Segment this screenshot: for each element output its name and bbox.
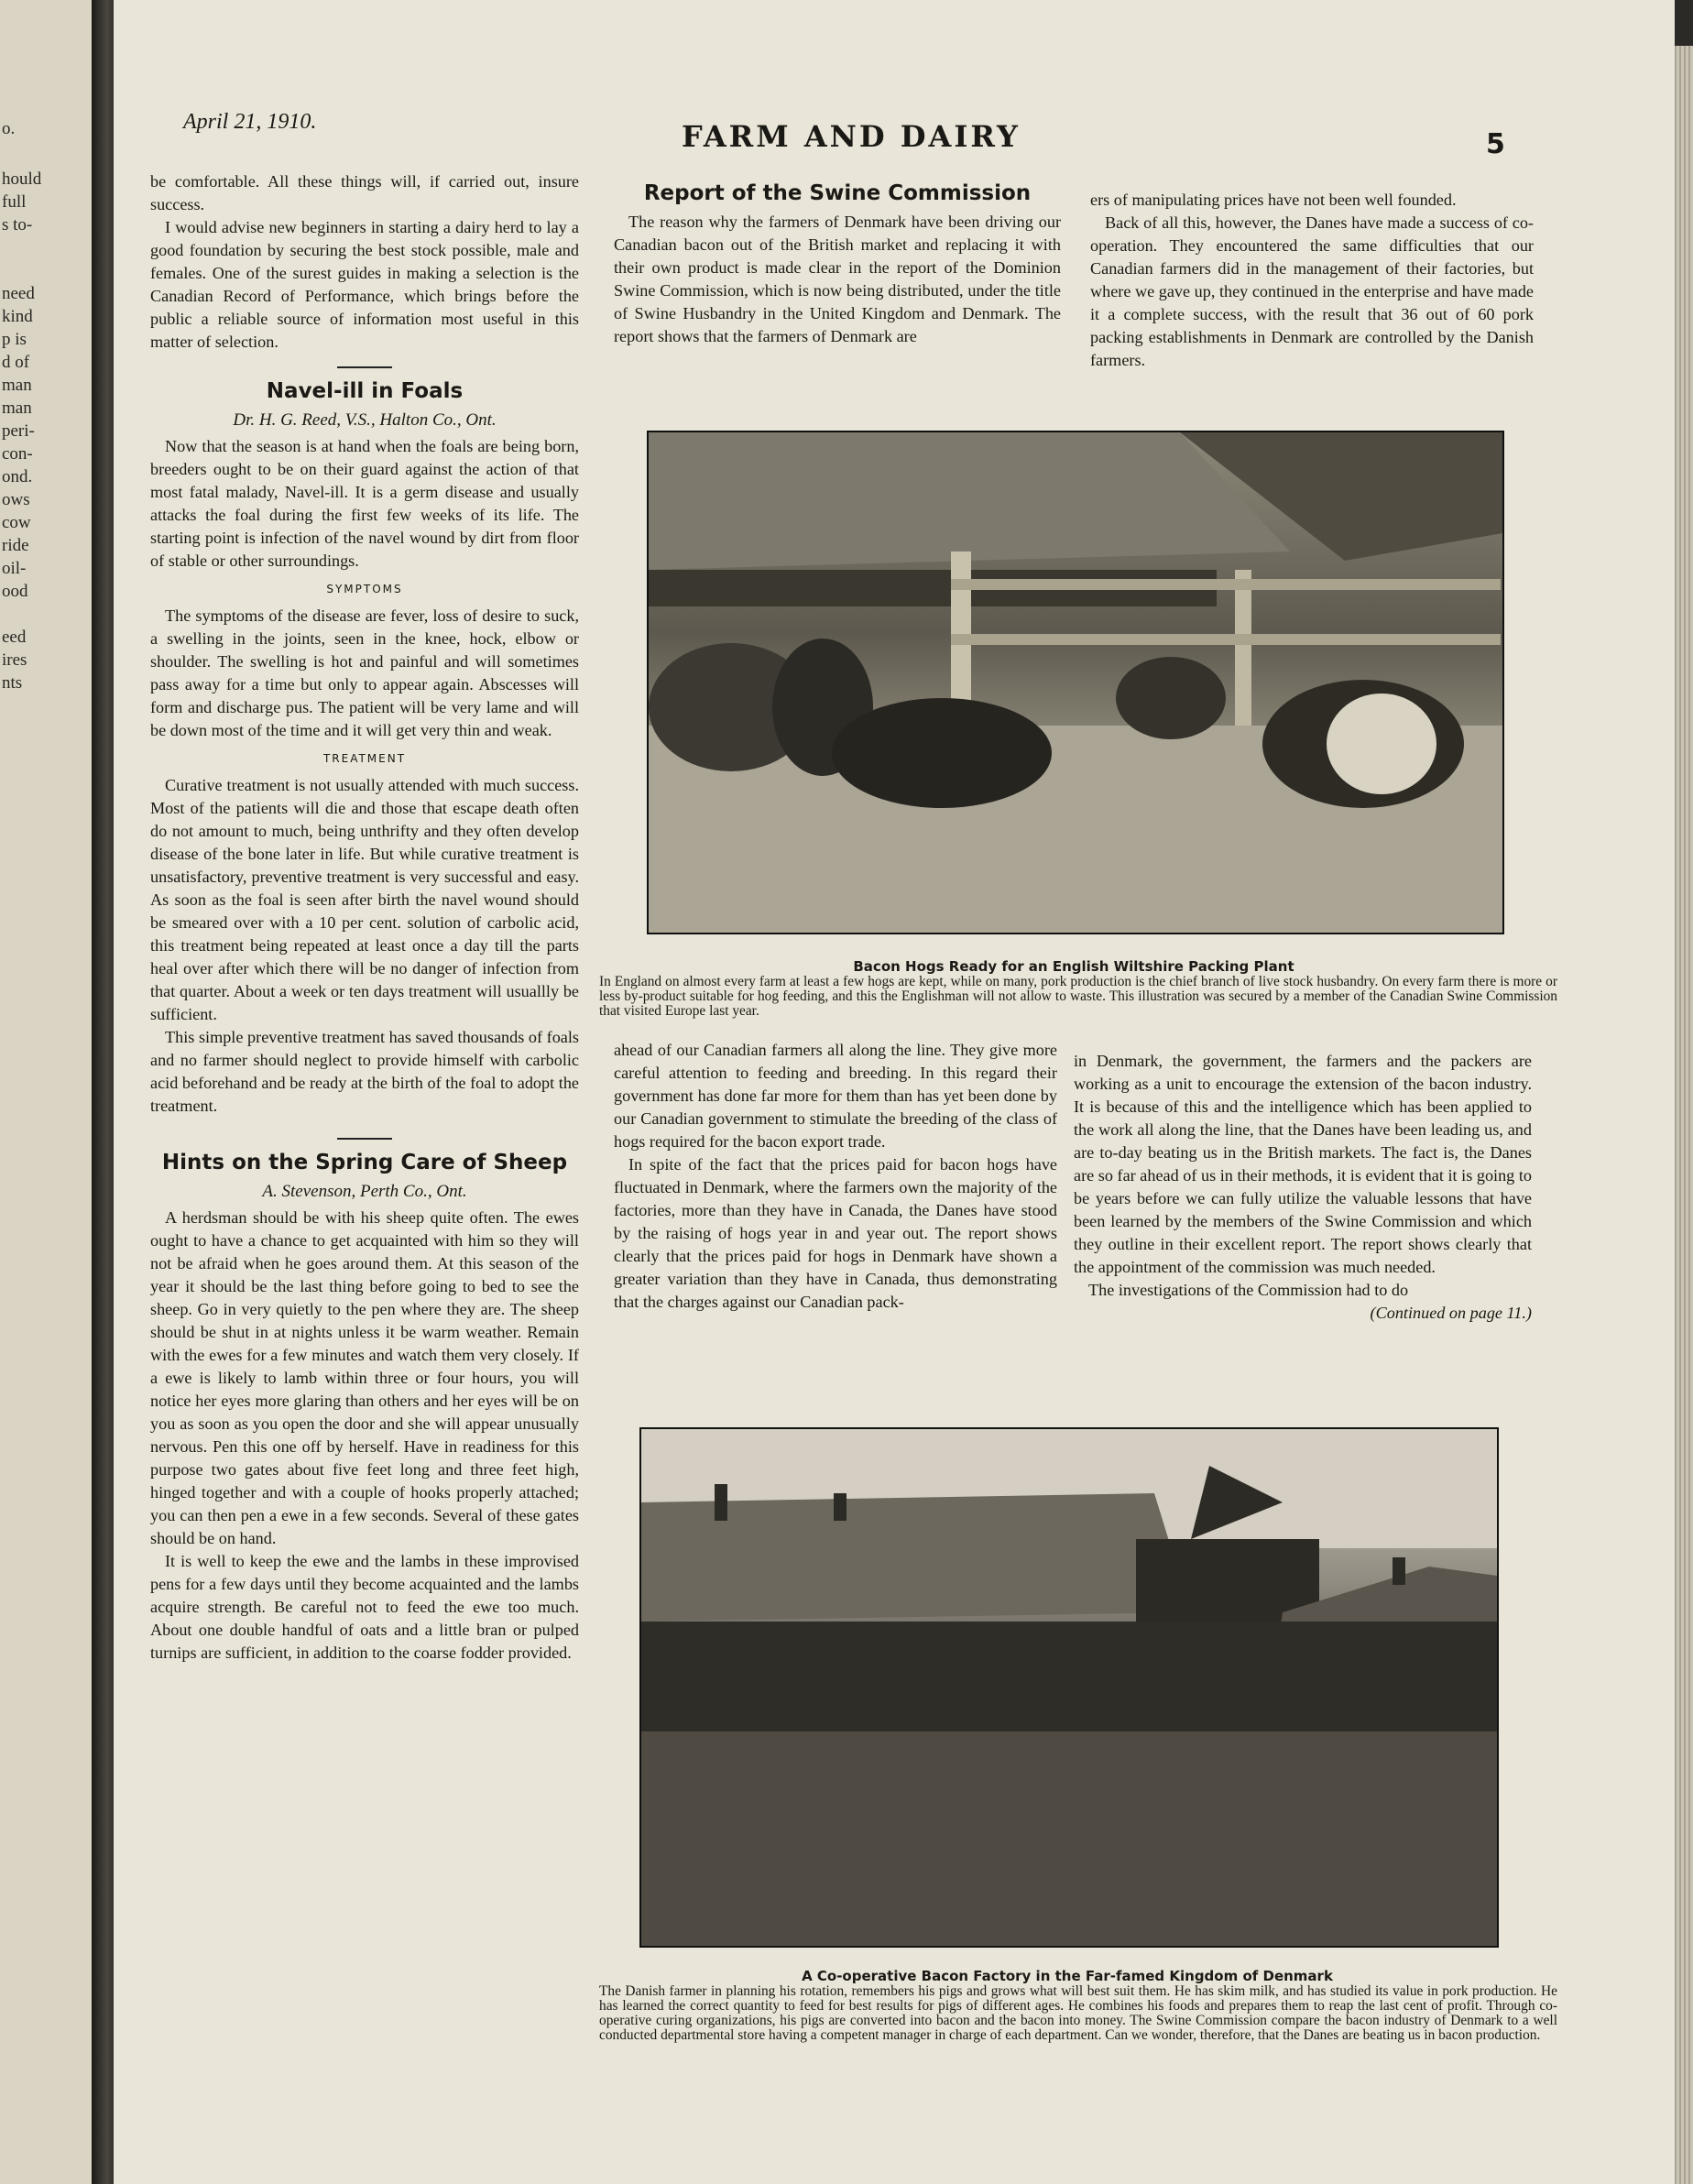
left-page-text-fragment: o. [2, 119, 16, 138]
left-page-text-fragment: ride [2, 536, 29, 555]
body-paragraph: A herdsman should be with his sheep quite often. The ewes ought to have a chance to get acquainted with him so they will not be afraid when he goes around them. At this season of the year it should be the last thing before going to bed to see the sheep. Go in very quietly to the pen where they are. The sheep should be shut in at nights unless it be warm weather. Remain with the ewes for a few minutes and watch them very closely. If a ewe is likely to lamb within three or four hours, you will notice her eyes more glaring than others and her eyes will be on you as soon as you open the door and she will appear unusually nervous. Pen this one off by herself. Have in readiness for this purpose two gates about five feet long and three feet high, hinged together and with a couple of hooks properly attached; you can then pen a ewe in a few seconds. Several of these gates should be on hand. [150, 1208, 579, 1547]
article-title-sheep: Hints on the Spring Care of Sheep [161, 1151, 568, 1174]
intro-paragraph: I would advise new beginners in starting a dairy herd to lay a good foundation by securing the best stock possible, male and females. One of the surest guides in making a selection is the Canadian Record of Performance, which brings before the public a reliable source of information most useful in this matter of selection. [150, 218, 579, 351]
left-page-text-fragment: need [2, 284, 35, 303]
left-page-text-fragment: ood [2, 582, 28, 601]
body-paragraph: In spite of the fact that the prices paid for bacon hogs have fluctuated in Denmark, where the farmers own the majority of the factories, more than they have in Canada, the Danes have stood by the raising of hogs year in and year out. The report shows clearly that the prices paid for hogs in Denmark have shown a greater variation than they have in Canada, thus demonstrating that the charges against our Canadian pack- [614, 1155, 1057, 1311]
left-page-text-fragment: s to- [2, 215, 33, 235]
body-paragraph: The reason why the farmers of Denmark have been driving our Canadian bacon out of the British market and replacing it with their own product is made clear in the report of the Dominion Swine Commission, which is now being distributed, under the title of Swine Husbandry in the United Kingdom and Denmark. The report shows that the farmers of Denmark are [614, 213, 1061, 345]
column-center-top [614, 180, 1061, 348]
section-rule [337, 1138, 392, 1140]
photo-caption-title: Bacon Hogs Ready for an English Wiltshire Packing Plant [853, 958, 1294, 975]
photo-bacon-hogs [647, 431, 1504, 934]
left-page-text-fragment: d of [2, 353, 30, 372]
byline-sheep: A. Stevenson, Perth Co., Ont. [262, 1182, 467, 1201]
body-paragraph: The investigations of the Commission had to do [1088, 1281, 1409, 1299]
left-page-text-fragment: eed [2, 628, 27, 647]
left-page-sliver [0, 0, 99, 2184]
body-paragraph: This simple preventive treatment has saved thousands of foals and no farmer should neglect to provide himself with carbolic acid beforehand and be ready at the birth of the foal to adopt the treatment. [150, 1028, 579, 1115]
left-page-text-fragment: nts [2, 673, 23, 693]
column-right-middle [1074, 1050, 1532, 1325]
photo-caption-body: The Danish farmer in planning his rotation, remembers his pigs and grows what will best suit them. He has skim milk, and has studied its value in pork production. He has learned the correct quantity to feed for best results for pigs of different ages. He combines his foods and prepares them to reap the last cent of profit. Through co-operative curing organizations, his pigs are converted into bacon and the bacon into money. The Swine Commission compare the bacon industry of Denmark to a well conducted departmental store having a competent manager in charge of each department. Can we wonder, therefore, that the Danes are beating us in bacon production. [599, 1983, 1557, 2043]
body-paragraph: Curative treatment is not usually attended with much success. Most of the patients will die and those that escape death often do not amount to much, being unthrifty and they often develop disease of the bone later in life. But while curative treatment is unsatisfactory, preventive treatment is very successful and easy. As soon as the foal is seen after birth the navel wound should be smeared over with a 10 per cent. solution of carbolic acid, this treatment being repeated at least once a day till the parts heal over after which there will be no danger of infection from that quarter. About a week or ten days treatment will usuallly be sufficient. [150, 776, 579, 1023]
header-date: April 21, 1910. [183, 110, 317, 134]
left-page-text-fragment: hould [2, 169, 42, 189]
body-paragraph: Back of all this, however, the Danes have made a success of co-operation. They encountered the same difficulties that our Canadian farmers did in the management of their factories, but where we gave up, they continued in the enterprise and have made it a complete success, with the result that 36 out of 60 pork packing establishments in Denmark are controlled by the Danish farmers. [1090, 213, 1534, 369]
masthead-title: FARM AND DAIRY [682, 119, 1021, 154]
column-left [150, 170, 579, 1665]
body-paragraph: The symptoms of the disease are fever, loss of desire to suck, a swelling in the joints, seen in the knee, hock, elbow or shoulder. The swelling is hot and painful and will sometimes pass away for a time but only to appear again. Abscesses will form and discharge pus. The patient will be very lame and will be down most of the time and it will get very thin and weak. [150, 606, 579, 739]
left-page-text-fragment: man [2, 376, 32, 395]
column-right-top [1090, 189, 1534, 372]
photo-bacon-factory [639, 1427, 1499, 1948]
left-page-text-fragment: full [2, 192, 27, 212]
left-page-text-fragment: kind [2, 307, 33, 326]
newspaper-page [114, 0, 1675, 2184]
continued-notice: (Continued on page 11.) [1370, 1304, 1532, 1322]
left-page-text-fragment: ond. [2, 467, 33, 486]
subhead-treatment: TREATMENT [322, 752, 407, 765]
byline-navel-ill: Dr. H. G. Reed, V.S., Halton Co., Ont. [233, 410, 497, 430]
body-paragraph: ahead of our Canadian farmers all along the line. They give more careful attention to feeding and breeding. In this regard their government has done far more for them than has yet been done by our Canadian government to stimulate the breeding of the class of hogs required for the bacon export trade. [614, 1041, 1057, 1151]
body-paragraph: in Denmark, the government, the farmers and the packers are working as a unit to encourage the extension of the bacon industry. It is because of this and the intelligence which has been applied to the work all along the line, that the Danes have been leading us, and are to-day beating us in the British markets. The fact is, the Danes are so far ahead of us in their methods, it is evident that it is going to be years before we can fully utilize the valuable lessons that have been learned by the members of the Swine Commission and which they outline in their excellent report. The report shows clearly that the appointment of the commission was much needed. [1074, 1052, 1532, 1276]
photo-caption-body: In England on almost every farm at least a few hogs are kept, while on many, pork production is the chief branch of live stock husbandry. On every farm there is more or less by-product suitable for hog feeding, and this the Englishman will not allow to waste. This illustration was secured by a member of the Canadian Swine Commission that visited Europe last year. [599, 974, 1557, 1019]
body-paragraph: It is well to keep the ewe and the lambs in these improvised pens for a few days until they become acquainted and the lambs acquire strength. Be careful not to feed the ewe too much. About one double handful of oats and a little bran or pulped turnips are sufficient, in addition to the coarse fodder provided. [150, 1552, 579, 1662]
left-page-text-fragment: con- [2, 444, 33, 464]
section-rule [337, 366, 392, 368]
article-title-navel-ill: Navel-ill in Foals [266, 379, 464, 403]
article-title-swine-commission: Report of the Swine Commission [643, 181, 1032, 205]
left-page-text-fragment: ows [2, 490, 30, 509]
left-page-text-fragment: ires [2, 650, 27, 670]
left-page-text-fragment: p is [2, 330, 27, 349]
photo-caption-title: A Co-operative Bacon Factory in the Far-famed Kingdom of Denmark [802, 1968, 1333, 1984]
left-page-text-fragment: cow [2, 513, 31, 532]
body-paragraph: ers of manipulating prices have not been well founded. [1090, 191, 1457, 209]
left-page-text-fragment: oil- [2, 559, 27, 578]
subhead-symptoms: SYMPTOMS [326, 583, 403, 595]
left-page-text-fragment: peri- [2, 421, 35, 441]
column-center-middle [614, 1039, 1057, 1314]
intro-paragraph: be comfortable. All these things will, if carried out, insure success. [150, 172, 579, 213]
page-number: 5 [1486, 128, 1505, 160]
left-page-text-fragment: man [2, 399, 32, 418]
body-paragraph: Now that the season is at hand when the foals are being born, breeders ought to be on their guard against the action of that most fatal malady, Navel-ill. It is a germ disease and usually attacks the foal during the first few weeks of its life. The starting point is infection of the navel wound by dirt from floor of stable or other surroundings. [150, 437, 579, 570]
